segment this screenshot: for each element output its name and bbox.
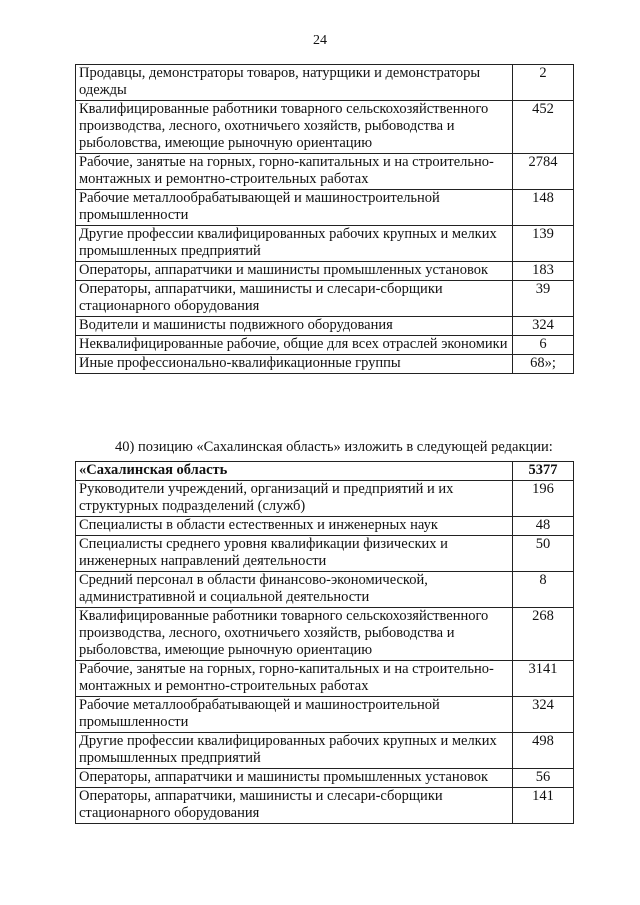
table-row — [76, 788, 574, 824]
occupation-group-name: Другие профессии квалифицированных рабочих крупных и мелких промышленных предприятий — [76, 733, 513, 769]
occupation-group-count: 498 — [513, 733, 574, 769]
occupation-group-count: 148 — [513, 190, 574, 226]
occupation-group-name: Квалифицированные работники товарного сельскохозяйственного производства, лесного, охотничьего хозяйств, рыбоводства и рыболовства, имеющие рыночную ориентацию — [76, 101, 513, 154]
table-row — [76, 262, 574, 281]
occupation-group-count: 452 — [513, 101, 574, 154]
amendment-instruction: 40) позицию «Сахалинская область» изложить в следующей редакции: — [115, 439, 553, 455]
region-total: 5377 — [513, 462, 574, 481]
table-row — [76, 572, 574, 608]
table-row — [76, 226, 574, 262]
table-row — [76, 481, 574, 517]
table-row — [76, 769, 574, 788]
occupation-group-name: Неквалифицированные рабочие, общие для всех отраслей экономики — [76, 336, 513, 355]
occupation-group-count: 50 — [513, 536, 574, 572]
occupation-group-name: Иные профессионально-квалификационные группы — [76, 355, 513, 374]
occupation-group-count: 3141 — [513, 661, 574, 697]
occupation-group-count: 268 — [513, 608, 574, 661]
occupation-group-name: Рабочие металлообрабатывающей и машиностроительной промышленности — [76, 697, 513, 733]
occupation-group-name: Другие профессии квалифицированных рабочих крупных и мелких промышленных предприятий — [76, 226, 513, 262]
occupation-group-count: 8 — [513, 572, 574, 608]
occupation-group-count: 68»; — [513, 355, 574, 374]
occupation-table-sakhalin — [75, 461, 574, 824]
table-row — [76, 317, 574, 336]
occupation-group-name: Специалисты в области естественных и инженерных наук — [76, 517, 513, 536]
occupation-group-name: Операторы, аппаратчики и машинисты промышленных установок — [76, 769, 513, 788]
table-row — [76, 336, 574, 355]
table-row — [76, 190, 574, 226]
table-row — [76, 65, 574, 101]
occupation-group-count: 141 — [513, 788, 574, 824]
occupation-group-name: Рабочие, занятые на горных, горно-капитальных и на строительно-монтажных и ремонтно-строительных работах — [76, 661, 513, 697]
occupation-group-count: 48 — [513, 517, 574, 536]
occupation-group-count: 2784 — [513, 154, 574, 190]
occupation-group-name: Специалисты среднего уровня квалификации физических и инженерных направлений деятельности — [76, 536, 513, 572]
occupation-group-count: 324 — [513, 317, 574, 336]
occupation-group-count: 6 — [513, 336, 574, 355]
page-number: 24 — [313, 33, 327, 48]
table-row — [76, 517, 574, 536]
occupation-group-name: Квалифицированные работники товарного сельскохозяйственного производства, лесного, охотничьего хозяйств, рыбоводства и рыболовства, имеющие рыночную ориентацию — [76, 608, 513, 661]
occupation-group-name: Операторы, аппаратчики и машинисты промышленных установок — [76, 262, 513, 281]
table-row — [76, 355, 574, 374]
occupation-group-count: 2 — [513, 65, 574, 101]
table-row — [76, 101, 574, 154]
occupation-group-count: 139 — [513, 226, 574, 262]
table-row — [76, 281, 574, 317]
occupation-group-count: 183 — [513, 262, 574, 281]
region-header-row — [76, 462, 574, 481]
table-row — [76, 661, 574, 697]
table-row — [76, 536, 574, 572]
occupation-group-name: Водители и машинисты подвижного оборудования — [76, 317, 513, 336]
occupation-group-name: Операторы, аппаратчики, машинисты и слесари-сборщики стационарного оборудования — [76, 788, 513, 824]
occupation-group-name: Средний персонал в области финансово-экономической, административной и социальной деятельности — [76, 572, 513, 608]
occupation-group-name: Руководители учреждений, организаций и предприятий и их структурных подразделений (служб) — [76, 481, 513, 517]
table-row — [76, 608, 574, 661]
table-row — [76, 154, 574, 190]
occupation-group-count: 56 — [513, 769, 574, 788]
table-row — [76, 733, 574, 769]
occupation-group-name: Рабочие, занятые на горных, горно-капитальных и на строительно-монтажных и ремонтно-строительных работах — [76, 154, 513, 190]
occupation-table-previous — [75, 64, 574, 374]
table-row — [76, 697, 574, 733]
region-name: «Сахалинская область — [76, 462, 513, 481]
occupation-group-count: 196 — [513, 481, 574, 517]
occupation-group-name: Рабочие металлообрабатывающей и машиностроительной промышленности — [76, 190, 513, 226]
occupation-group-name: Операторы, аппаратчики, машинисты и слесари-сборщики стационарного оборудования — [76, 281, 513, 317]
occupation-group-count: 39 — [513, 281, 574, 317]
occupation-group-name: Продавцы, демонстраторы товаров, натурщики и демонстраторы одежды — [76, 65, 513, 101]
occupation-group-count: 324 — [513, 697, 574, 733]
